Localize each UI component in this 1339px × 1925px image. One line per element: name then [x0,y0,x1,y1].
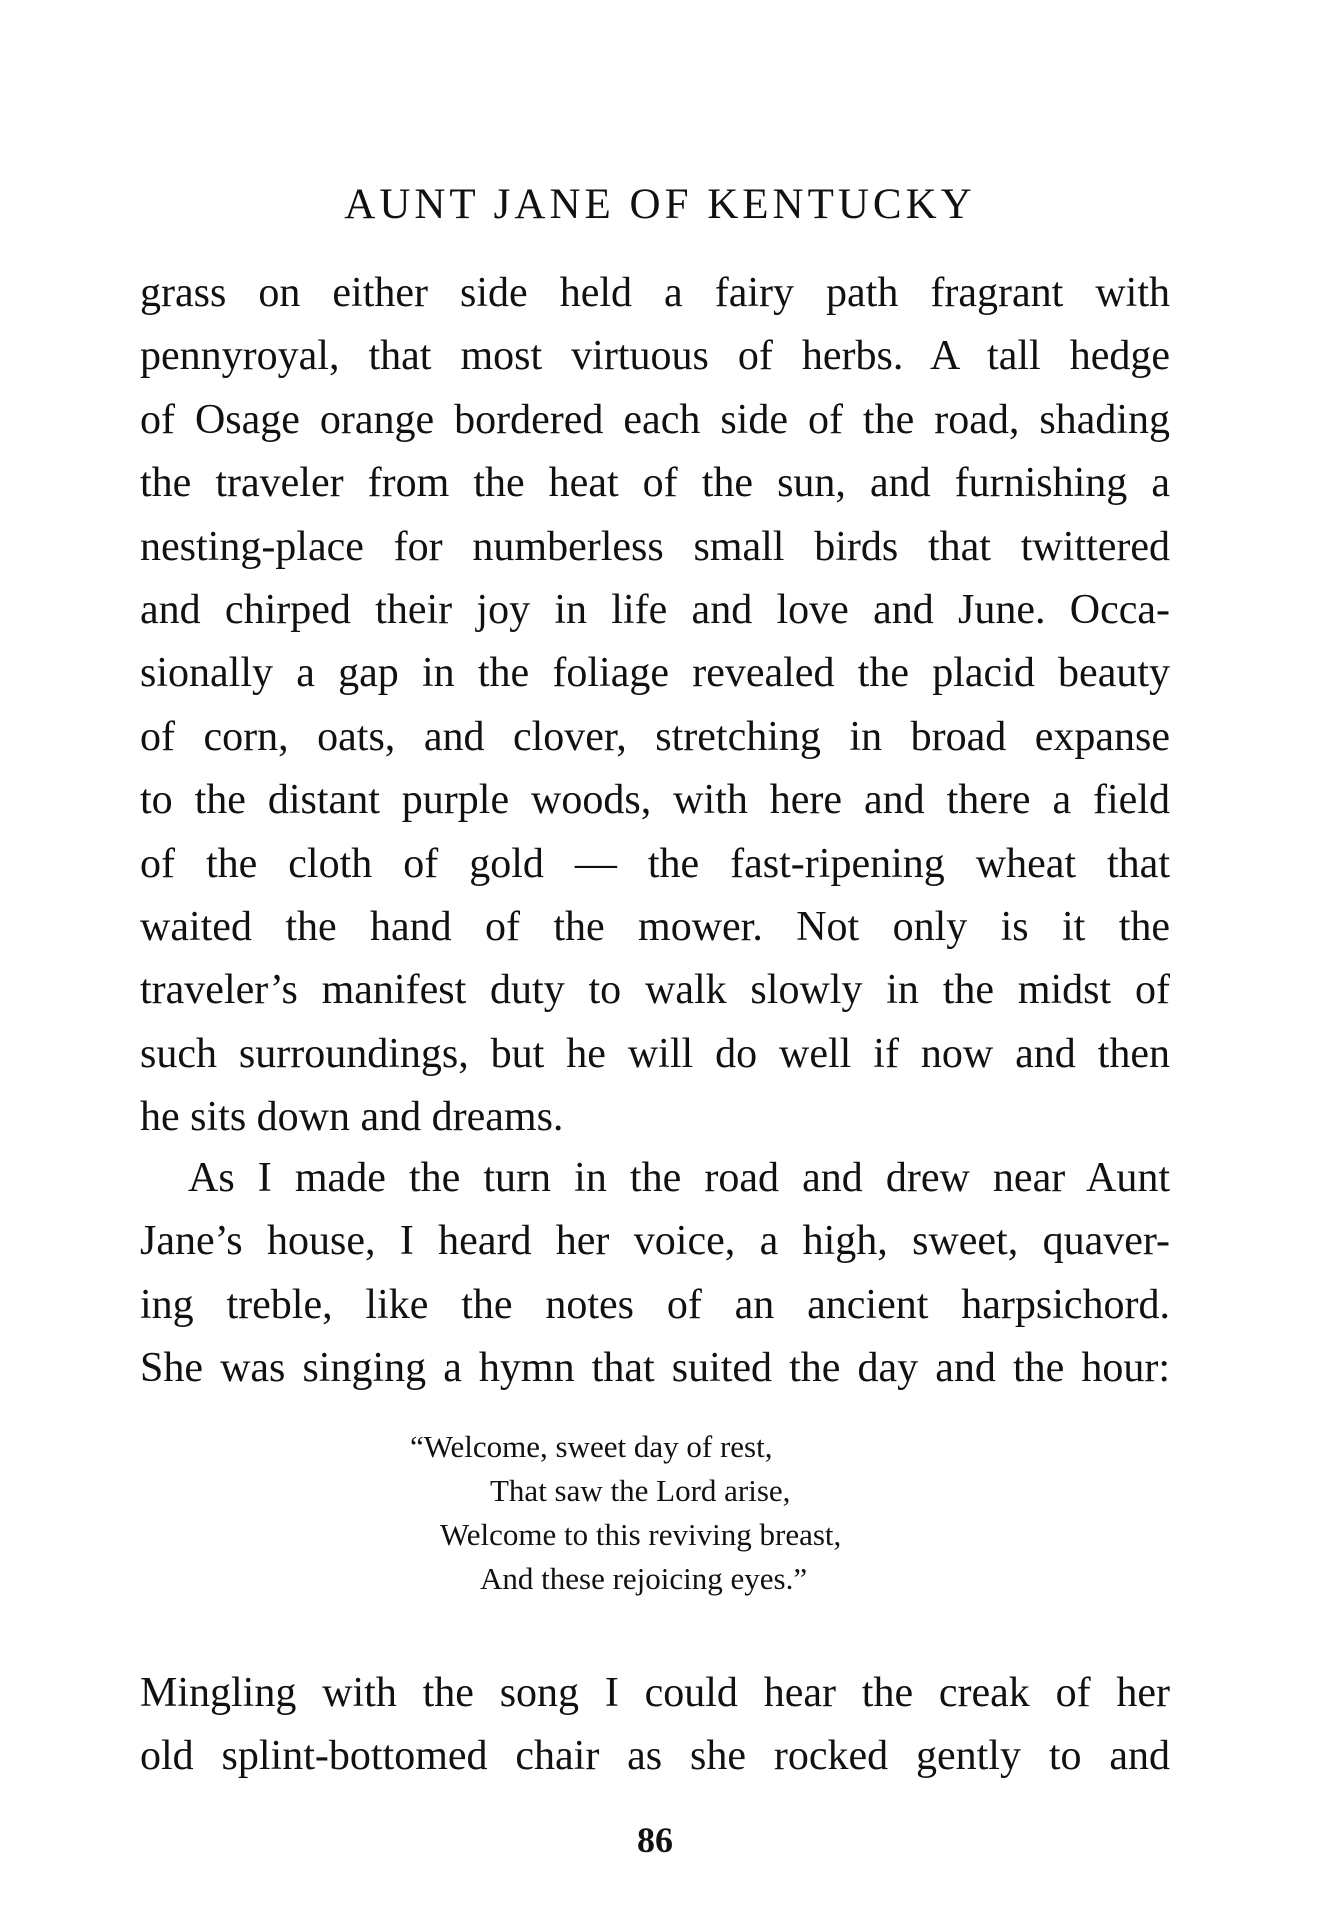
text-line: the traveler from the heat of the sun, and furnishing a [140,460,1170,507]
text-line: waited the hand of the mower. Not only is it the [140,903,1170,950]
page-number: 86 [637,1820,673,1860]
text-line: of the cloth of gold — the fast-ripening wheat that [140,840,1170,887]
text-line: Jane’s house, I heard her voice, a high, sweet, quaver- [140,1218,1170,1265]
text-line: Mingling with the song I could hear the creak of her [140,1670,1170,1716]
paragraph-3 [140,1662,1170,1789]
text-line: She was singing a hymn that suited the day and the hour: [140,1345,1170,1392]
text-line: nesting-place for numberless small birds that twittered [140,523,1170,570]
text-line: of Osage orange bordered each side of the road, shading [140,396,1170,443]
text-line: grass on either side held a fairy path fragrant with [140,270,1170,316]
verse-line: “Welcome, sweet day of rest, [410,1429,773,1464]
text-line: sionally a gap in the foliage revealed the placid beauty [140,650,1170,697]
running-head: AUNT JANE OF KENTUCKY [344,181,976,228]
verse-line: That saw the Lord arise, [490,1473,791,1508]
paragraph-1 [140,262,1170,1149]
text-line: to the distant purple woods, with here and there a field [140,777,1170,824]
verse-line: And these rejoicing eyes.” [480,1561,808,1596]
text-line: such surroundings, but he will do well if now and then [140,1030,1170,1077]
hymn-verse [380,1425,1080,1601]
text-line: of corn, oats, and clover, stretching in broad expanse [140,713,1170,760]
verse-line: Welcome to this reviving breast, [440,1517,842,1552]
text-line: and chirped their joy in life and love and June. Occa- [140,586,1170,633]
text-line: he sits down and dreams. [140,1094,564,1141]
paragraph-2 [140,1147,1170,1401]
text-line: ing treble, like the notes of an ancient harpsichord. [140,1281,1170,1328]
text-line: old splint-bottomed chair as she rocked gently to and [140,1733,1170,1780]
text-line: pennyroyal, that most virtuous of herbs. A tall hedge [140,333,1170,380]
text-line: As I made the turn in the road and drew near Aunt [188,1155,1170,1201]
text-line: traveler’s manifest duty to walk slowly in the midst of [140,967,1170,1014]
